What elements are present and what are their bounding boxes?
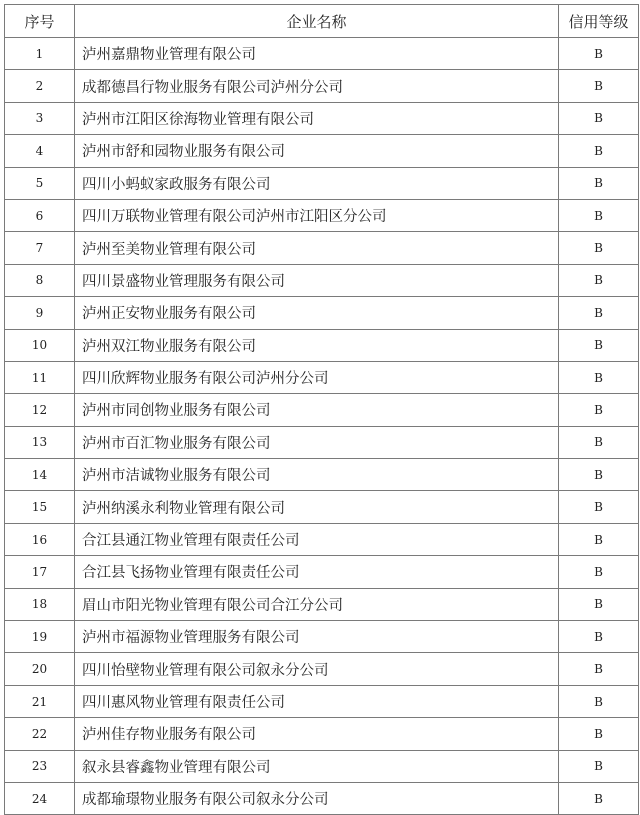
table-row [5, 394, 639, 426]
row-seq-cell: 12 [5, 394, 75, 426]
row-company-name-cell: 四川惠风物业管理有限责任公司 [75, 685, 559, 717]
row-seq-cell: 18 [5, 588, 75, 620]
row-credit-grade-cell: B [559, 621, 639, 653]
table-row [5, 621, 639, 653]
row-credit-grade-cell: B [559, 653, 639, 685]
row-seq-cell: 21 [5, 685, 75, 717]
table-row [5, 199, 639, 231]
table-body [5, 38, 639, 815]
table-row [5, 782, 639, 814]
table-row [5, 523, 639, 555]
row-seq-cell: 5 [5, 167, 75, 199]
header-seq: 序号 [5, 5, 75, 38]
row-seq-cell: 10 [5, 329, 75, 361]
table-row [5, 588, 639, 620]
row-credit-grade-cell: B [559, 718, 639, 750]
row-credit-grade-cell: B [559, 232, 639, 264]
row-seq-cell: 7 [5, 232, 75, 264]
table-row [5, 297, 639, 329]
row-company-name-cell: 四川欣辉物业服务有限公司泸州分公司 [75, 361, 559, 393]
row-credit-grade-cell: B [559, 556, 639, 588]
row-company-name-cell: 眉山市阳光物业管理有限公司合江分公司 [75, 588, 559, 620]
table-row [5, 70, 639, 102]
table-row [5, 459, 639, 491]
table-header [5, 5, 639, 38]
header-company-name: 企业名称 [75, 5, 559, 38]
table-row [5, 232, 639, 264]
row-credit-grade-cell: B [559, 38, 639, 70]
credit-rating-table [4, 4, 639, 815]
row-credit-grade-cell: B [559, 588, 639, 620]
row-company-name-cell: 泸州嘉鼎物业管理有限公司 [75, 38, 559, 70]
row-seq-cell: 6 [5, 199, 75, 231]
row-company-name-cell: 泸州市百汇物业服务有限公司 [75, 426, 559, 458]
row-credit-grade-cell: B [559, 167, 639, 199]
row-company-name-cell: 泸州双江物业服务有限公司 [75, 329, 559, 361]
row-credit-grade-cell: B [559, 329, 639, 361]
row-credit-grade-cell: B [559, 459, 639, 491]
table-row [5, 102, 639, 134]
table-row [5, 426, 639, 458]
row-seq-cell: 16 [5, 523, 75, 555]
table-row [5, 685, 639, 717]
row-company-name-cell: 合江县飞扬物业管理有限责任公司 [75, 556, 559, 588]
table-row [5, 135, 639, 167]
row-seq-cell: 14 [5, 459, 75, 491]
row-company-name-cell: 四川小蚂蚁家政服务有限公司 [75, 167, 559, 199]
table-row [5, 329, 639, 361]
row-company-name-cell: 泸州市同创物业服务有限公司 [75, 394, 559, 426]
row-seq-cell: 23 [5, 750, 75, 782]
row-seq-cell: 22 [5, 718, 75, 750]
row-seq-cell: 1 [5, 38, 75, 70]
row-seq-cell: 15 [5, 491, 75, 523]
row-seq-cell: 19 [5, 621, 75, 653]
row-seq-cell: 24 [5, 782, 75, 814]
row-credit-grade-cell: B [559, 199, 639, 231]
row-company-name-cell: 四川景盛物业管理服务有限公司 [75, 264, 559, 296]
table-row [5, 264, 639, 296]
row-seq-cell: 2 [5, 70, 75, 102]
row-credit-grade-cell: B [559, 102, 639, 134]
row-credit-grade-cell: B [559, 523, 639, 555]
table-row [5, 38, 639, 70]
row-company-name-cell: 叙永县睿鑫物业管理有限公司 [75, 750, 559, 782]
row-credit-grade-cell: B [559, 135, 639, 167]
row-seq-cell: 17 [5, 556, 75, 588]
row-company-name-cell: 泸州市江阳区徐海物业管理有限公司 [75, 102, 559, 134]
row-credit-grade-cell: B [559, 750, 639, 782]
table-row [5, 653, 639, 685]
table-row [5, 167, 639, 199]
row-seq-cell: 9 [5, 297, 75, 329]
row-credit-grade-cell: B [559, 426, 639, 458]
row-company-name-cell: 泸州市福源物业管理服务有限公司 [75, 621, 559, 653]
row-seq-cell: 4 [5, 135, 75, 167]
row-credit-grade-cell: B [559, 685, 639, 717]
table-row [5, 491, 639, 523]
table-row [5, 556, 639, 588]
row-credit-grade-cell: B [559, 394, 639, 426]
table-row [5, 718, 639, 750]
row-company-name-cell: 四川万联物业管理有限公司泸州市江阳区分公司 [75, 199, 559, 231]
row-seq-cell: 8 [5, 264, 75, 296]
row-company-name-cell: 泸州市舒和园物业服务有限公司 [75, 135, 559, 167]
header-credit-grade: 信用等级 [559, 5, 639, 38]
header-row [5, 5, 639, 38]
row-credit-grade-cell: B [559, 70, 639, 102]
row-credit-grade-cell: B [559, 361, 639, 393]
row-company-name-cell: 泸州至美物业管理有限公司 [75, 232, 559, 264]
row-credit-grade-cell: B [559, 491, 639, 523]
table-row [5, 361, 639, 393]
row-company-name-cell: 泸州市洁诚物业服务有限公司 [75, 459, 559, 491]
row-seq-cell: 11 [5, 361, 75, 393]
row-company-name-cell: 四川怡壁物业管理有限公司叙永分公司 [75, 653, 559, 685]
row-seq-cell: 13 [5, 426, 75, 458]
row-company-name-cell: 成都德昌行物业服务有限公司泸州分公司 [75, 70, 559, 102]
row-company-name-cell: 泸州正安物业服务有限公司 [75, 297, 559, 329]
row-company-name-cell: 成都瑜璟物业服务有限公司叙永分公司 [75, 782, 559, 814]
row-company-name-cell: 合江县通江物业管理有限责任公司 [75, 523, 559, 555]
row-credit-grade-cell: B [559, 264, 639, 296]
row-credit-grade-cell: B [559, 297, 639, 329]
row-seq-cell: 3 [5, 102, 75, 134]
row-credit-grade-cell: B [559, 782, 639, 814]
row-seq-cell: 20 [5, 653, 75, 685]
table-row [5, 750, 639, 782]
row-company-name-cell: 泸州佳存物业服务有限公司 [75, 718, 559, 750]
row-company-name-cell: 泸州纳溪永利物业管理有限公司 [75, 491, 559, 523]
